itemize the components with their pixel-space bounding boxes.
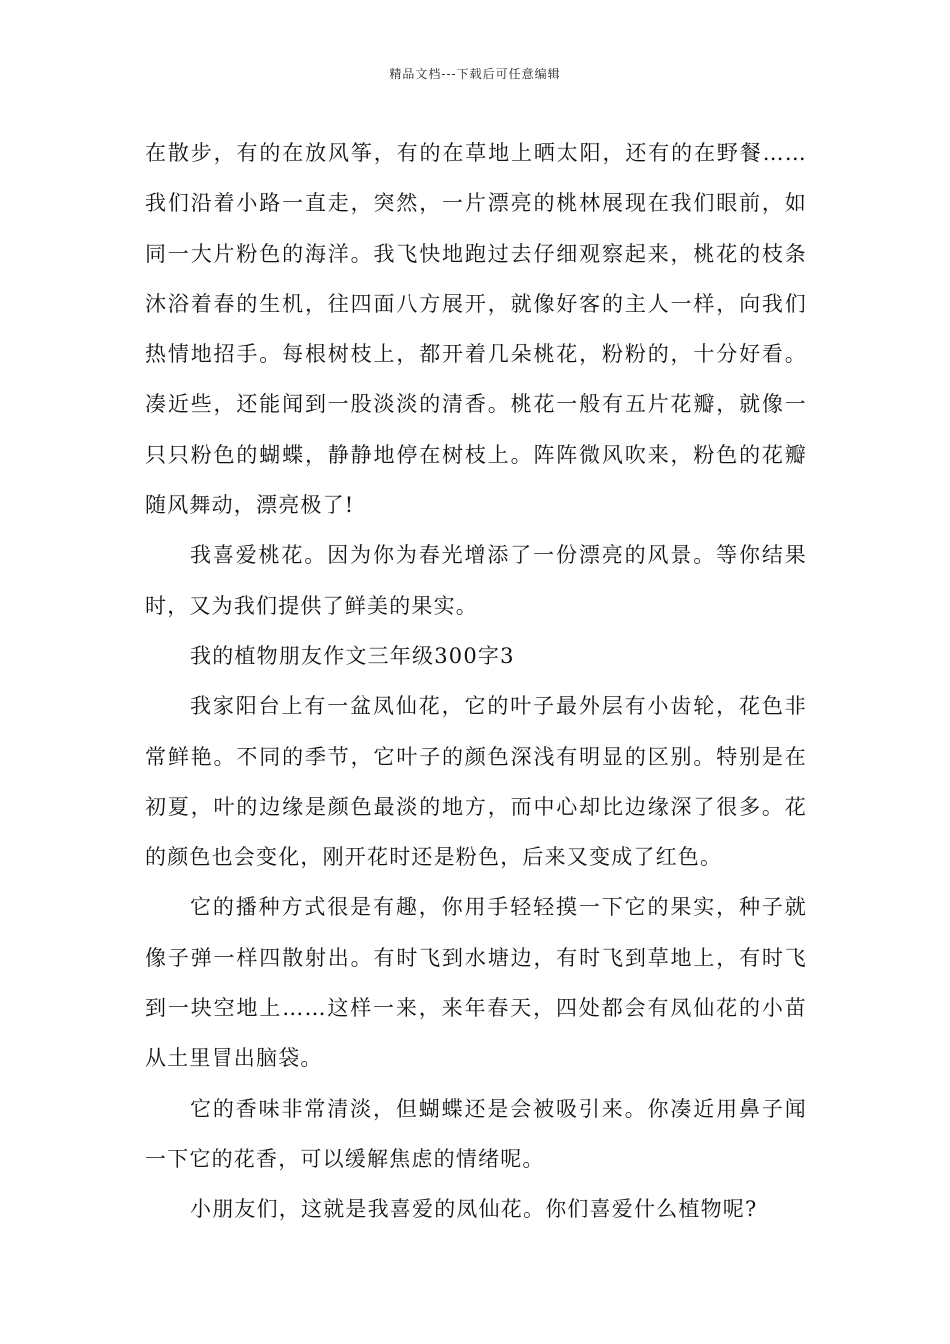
paragraph-balsam-seeds: 它的播种方式很是有趣，你用手轻轻摸一下它的果实，种子就像子弹一样四散射出。有时飞到水塘边，有时飞到草地上，有时飞到一块空地上……这样一来，来年春天，四处都会有凤仙花的小苗从土里冒出脑袋。	[145, 895, 807, 1071]
document-body	[145, 128, 807, 1235]
paragraph-closing: 小朋友们，这就是我喜爱的凤仙花。你们喜爱什么植物呢?	[190, 1197, 758, 1222]
paragraph-balsam-scent: 它的香味非常清淡，但蝴蝶还是会被吸引来。你凑近用鼻子闻一下它的花香，可以缓解焦虑的情绪呢。	[145, 1096, 807, 1171]
paragraph-love-peach: 我喜爱桃花。因为你为春光增添了一份漂亮的风景。等你结果时，又为我们提供了鲜美的果实。	[145, 543, 807, 618]
paragraph-peach-grove: 在散步，有的在放风筝，有的在草地上晒太阳，还有的在野餐……我们沿着小路一直走，突然，一片漂亮的桃林展现在我们眼前，如同一大片粉色的海洋。我飞快地跑过去仔细观察起来，桃花的枝条沐浴着春的生机，往四面八方展开，就像好客的主人一样，向我们热情地招手。每根树枝上，都开着几朵桃花，粉粉的，十分好看。凑近些，还能闻到一股淡淡的清香。桃花一般有五片花瓣，就像一只只粉色的蝴蝶，静静地停在树枝上。阵阵微风吹来，粉色的花瓣随风舞动，漂亮极了!	[145, 141, 807, 518]
paragraph-balsam-intro: 我家阳台上有一盆凤仙花，它的叶子最外层有小齿轮，花色非常鲜艳。不同的季节，它叶子的颜色深浅有明显的区别。特别是在初夏，叶的边缘是颜色最淡的地方，而中心却比边缘深了很多。花的颜色也会变化，刚开花时还是粉色，后来又变成了红色。	[145, 694, 807, 870]
page-header: 精品文档---下载后可任意编辑	[389, 67, 561, 81]
section-title: 我的植物朋友作文三年级300字3	[190, 643, 515, 668]
